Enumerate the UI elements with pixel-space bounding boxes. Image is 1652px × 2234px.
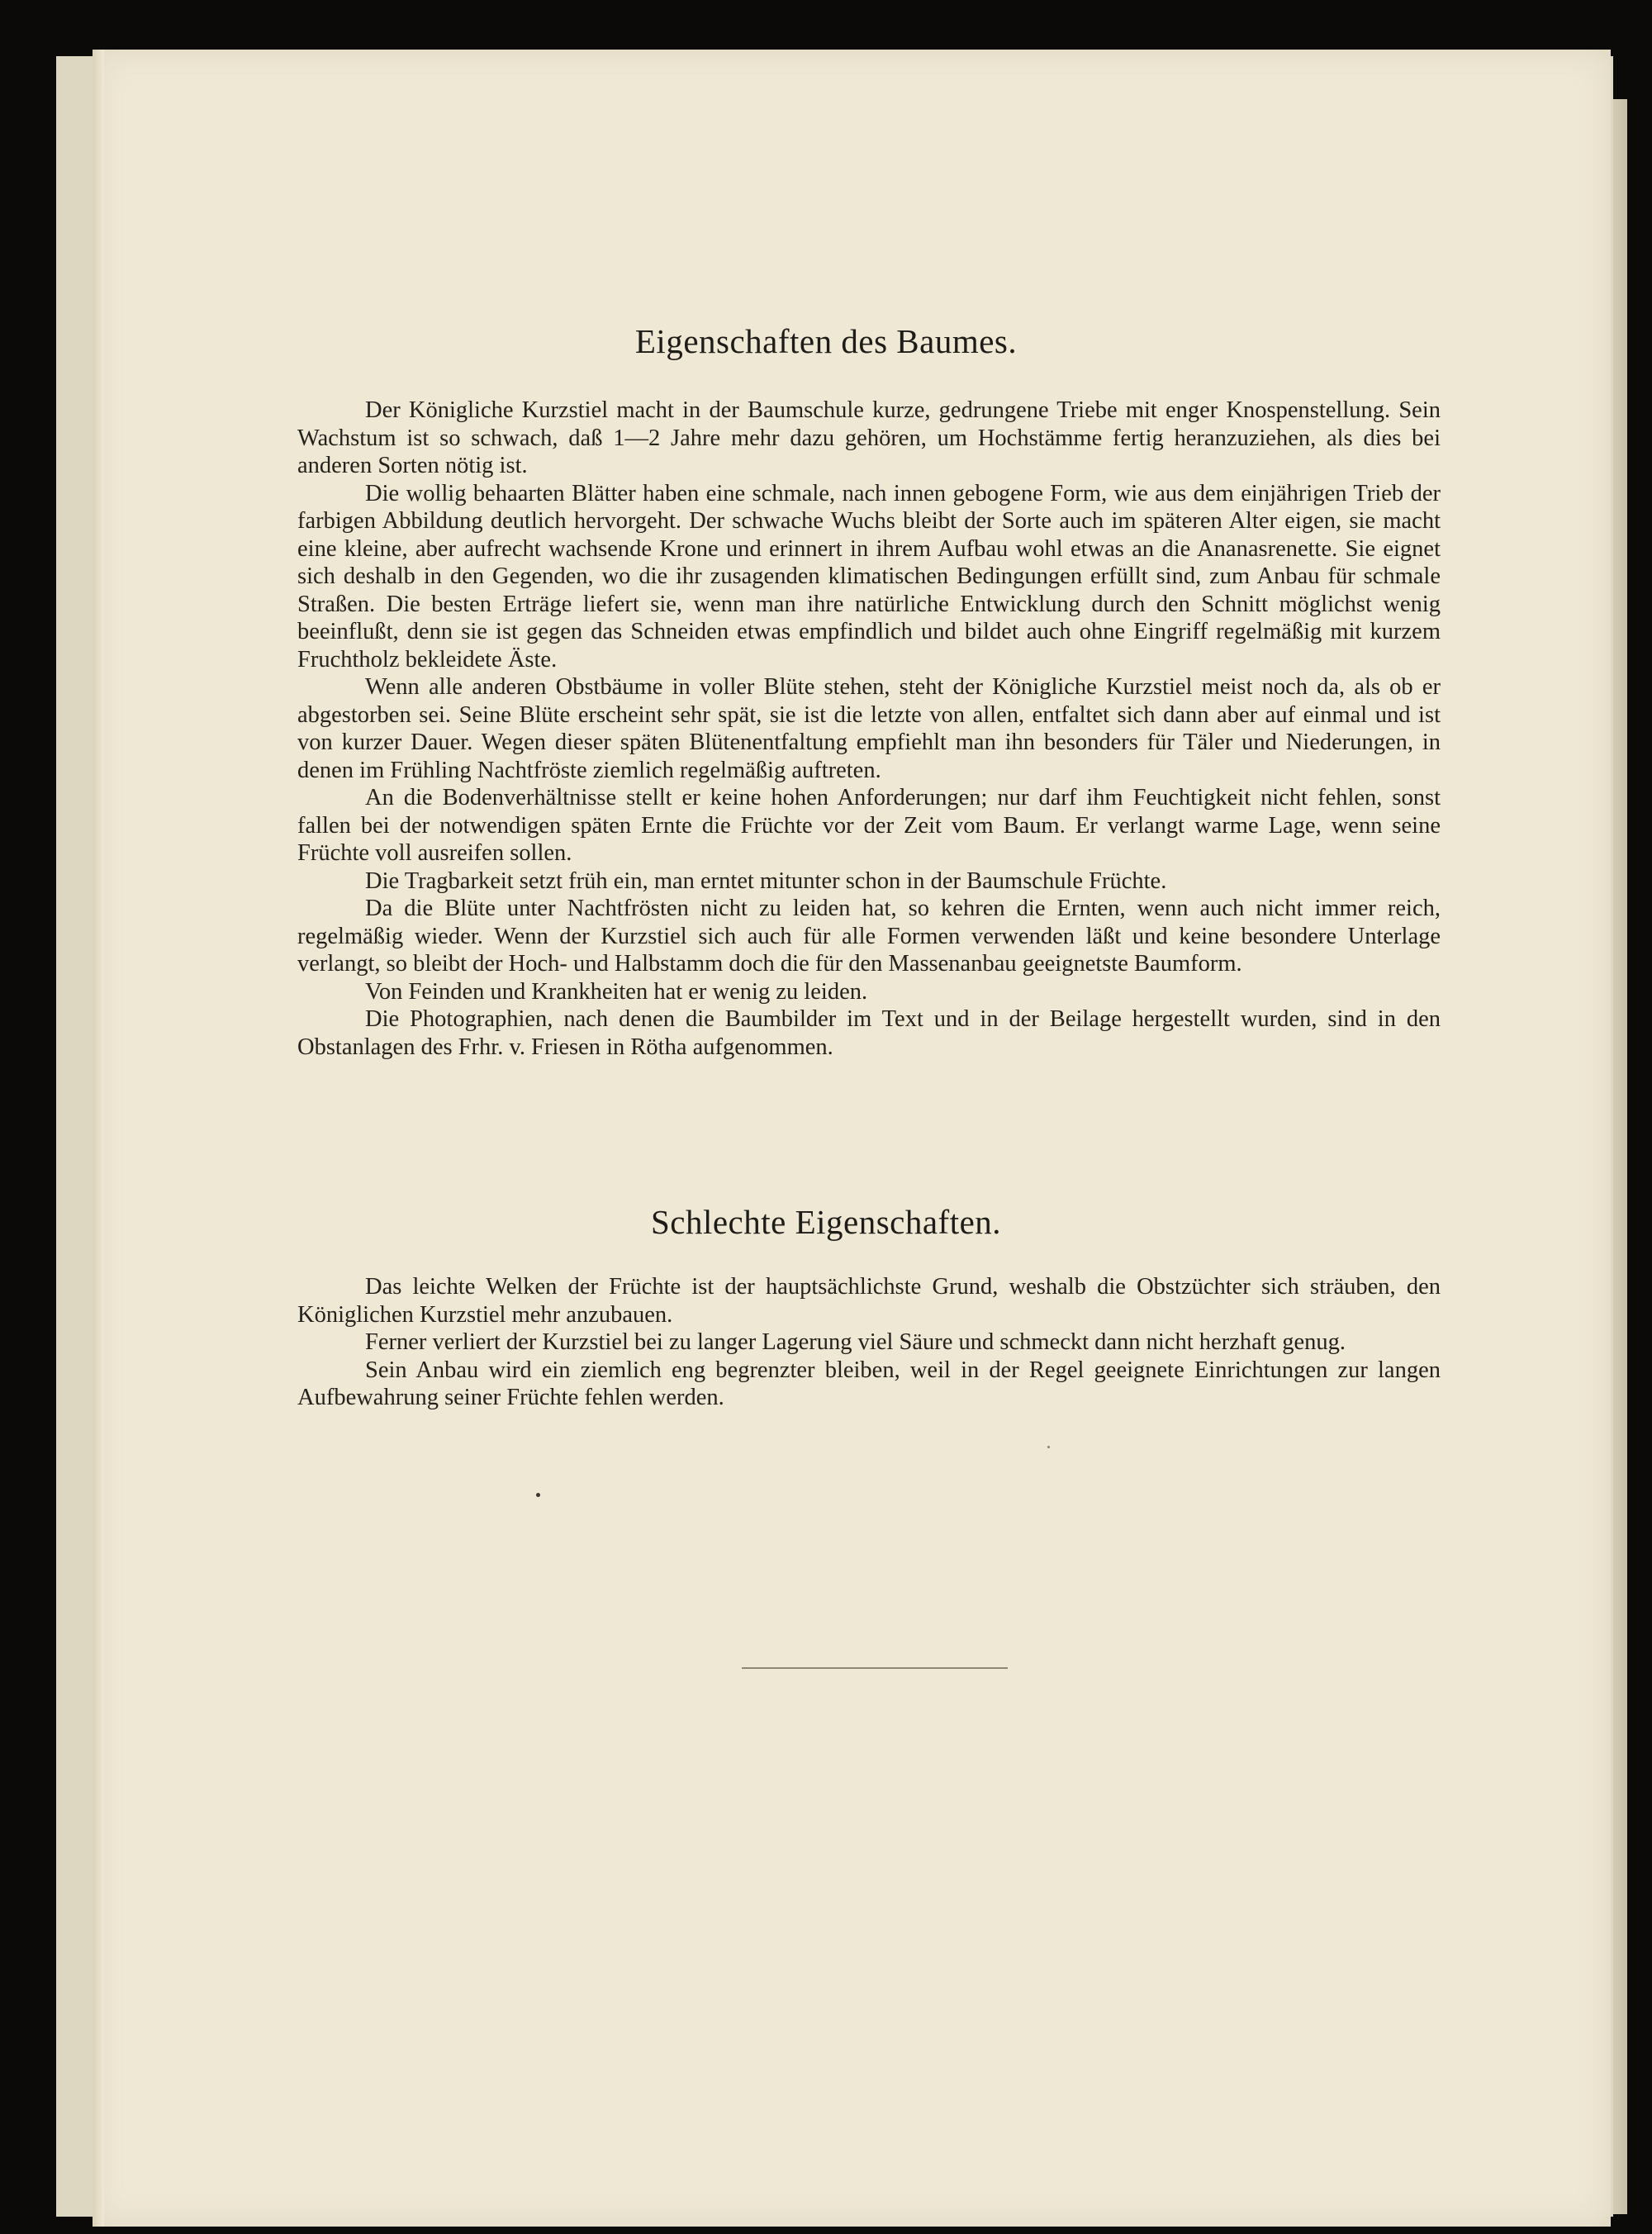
paper-speck — [536, 1493, 540, 1497]
paragraph: Die Tragbarkeit setzt früh ein, man erntet mitunter schon in der Baumschule Früchte. — [365, 867, 1167, 894]
paragraph: Der Königliche Kurzstiel macht in der Baumschule kurze, gedrungene Triebe mit enger Knospenstellung. Sein Wachstum ist so schwach, daß 1—2 Jahre mehr dazu gehören, um Hochstämme fertig heranzuziehen, als dies bei anderen Sorten nötig ist. — [297, 397, 1441, 478]
section-body-properties — [297, 397, 1441, 1061]
paragraph: Die wollig behaarten Blätter haben eine schmale, nach innen gebogene Form, wie aus dem einjährigen Trieb der farbigen Abbildung deutlich hervorgeht. Der schwache Wuchs bleibt der Sorte auch im späteren Alter eigen, sie macht eine kleine, aber aufrecht wachsende Krone und erinnert in ihrem Aufbau wohl etwas an die Ananasrenette. Sie eignet sich deshalb in den Gegenden, wo die ihr zusagenden klimatischen Bedingungen erfüllt sind, zum Anbau für schmale Straßen. Die besten Erträge liefert sie, wenn man ihre natürliche Entwicklung durch den Schnitt möglichst wenig beeinflußt, denn sie ist gegen das Schneiden etwas empfindlich und bildet auch ohne Eingriff regelmäßig mit kurzem Fruchtholz bekleidete Äste. — [297, 480, 1441, 673]
paragraph: Ferner verliert der Kurzstiel bei zu langer Lagerung viel Säure und schmeckt dann nicht herzhaft genug. — [365, 1329, 1346, 1355]
section-body-drawbacks — [297, 1273, 1441, 1412]
paragraph: Wenn alle anderen Obstbäume in voller Blüte stehen, steht der Königliche Kurzstiel meist noch da, als ob er abgestorben sei. Seine Blüte erscheint sehr spät, sie ist die letzte von allen, entfaltet sich dann aber auf einmal und ist von kurzer Dauer. Wegen dieser späten Blütenentfaltung empfiehlt man ihn besonders für Täler und Niederungen, in denen im Frühling Nachtfröste ziemlich regelmäßig auftreten. — [297, 674, 1441, 783]
paragraph: Die Photographien, nach denen die Baumbilder im Text und in der Beilage hergestellt wurden, sind in den Obstanlagen des Frhr. v. Friesen in Rötha aufgenommen. — [297, 1006, 1441, 1060]
paper-speck — [1047, 1446, 1050, 1448]
page — [93, 50, 1611, 2227]
paragraph: Das leichte Welken der Früchte ist der hauptsächlichste Grund, weshalb die Obstzüchter sich sträuben, den Königlichen Kurzstiel mehr anzubauen. — [297, 1274, 1441, 1328]
section-heading-drawbacks: Schlechte Eigenschaften. — [650, 1203, 1002, 1241]
paragraph: An die Bodenverhältnisse stellt er keine hohen Anforderungen; nur darf ihm Feuchtigkeit nicht fehlen, sonst fallen bei der notwendigen späten Ernte die Früchte vor der Zeit vom Baum. Er verlangt warme Lage, wenn seine Früchte voll ausreifen sollen. — [297, 785, 1441, 866]
closing-rule — [742, 1667, 1008, 1669]
paragraph: Da die Blüte unter Nachtfrösten nicht zu leiden hat, so kehren die Ernten, wenn auch nicht immer reich, regelmäßig wieder. Wenn der Kurzstiel sich auch für alle Formen verwenden läßt und keine besondere Unterlage verlangt, so bleibt der Hoch- und Halbstamm doch die für den Massenanbau geeignetste Baumform. — [297, 896, 1441, 977]
paragraph: Sein Anbau wird ein ziemlich eng begrenzter bleiben, weil in der Regel geeignete Einrichtungen zur langen Aufbewahrung seiner Früchte fehlen werden. — [297, 1357, 1441, 1410]
section-heading-properties: Eigenschaften des Baumes. — [634, 322, 1018, 360]
paragraph: Von Feinden und Krankheiten hat er wenig zu leiden. — [365, 978, 868, 1005]
